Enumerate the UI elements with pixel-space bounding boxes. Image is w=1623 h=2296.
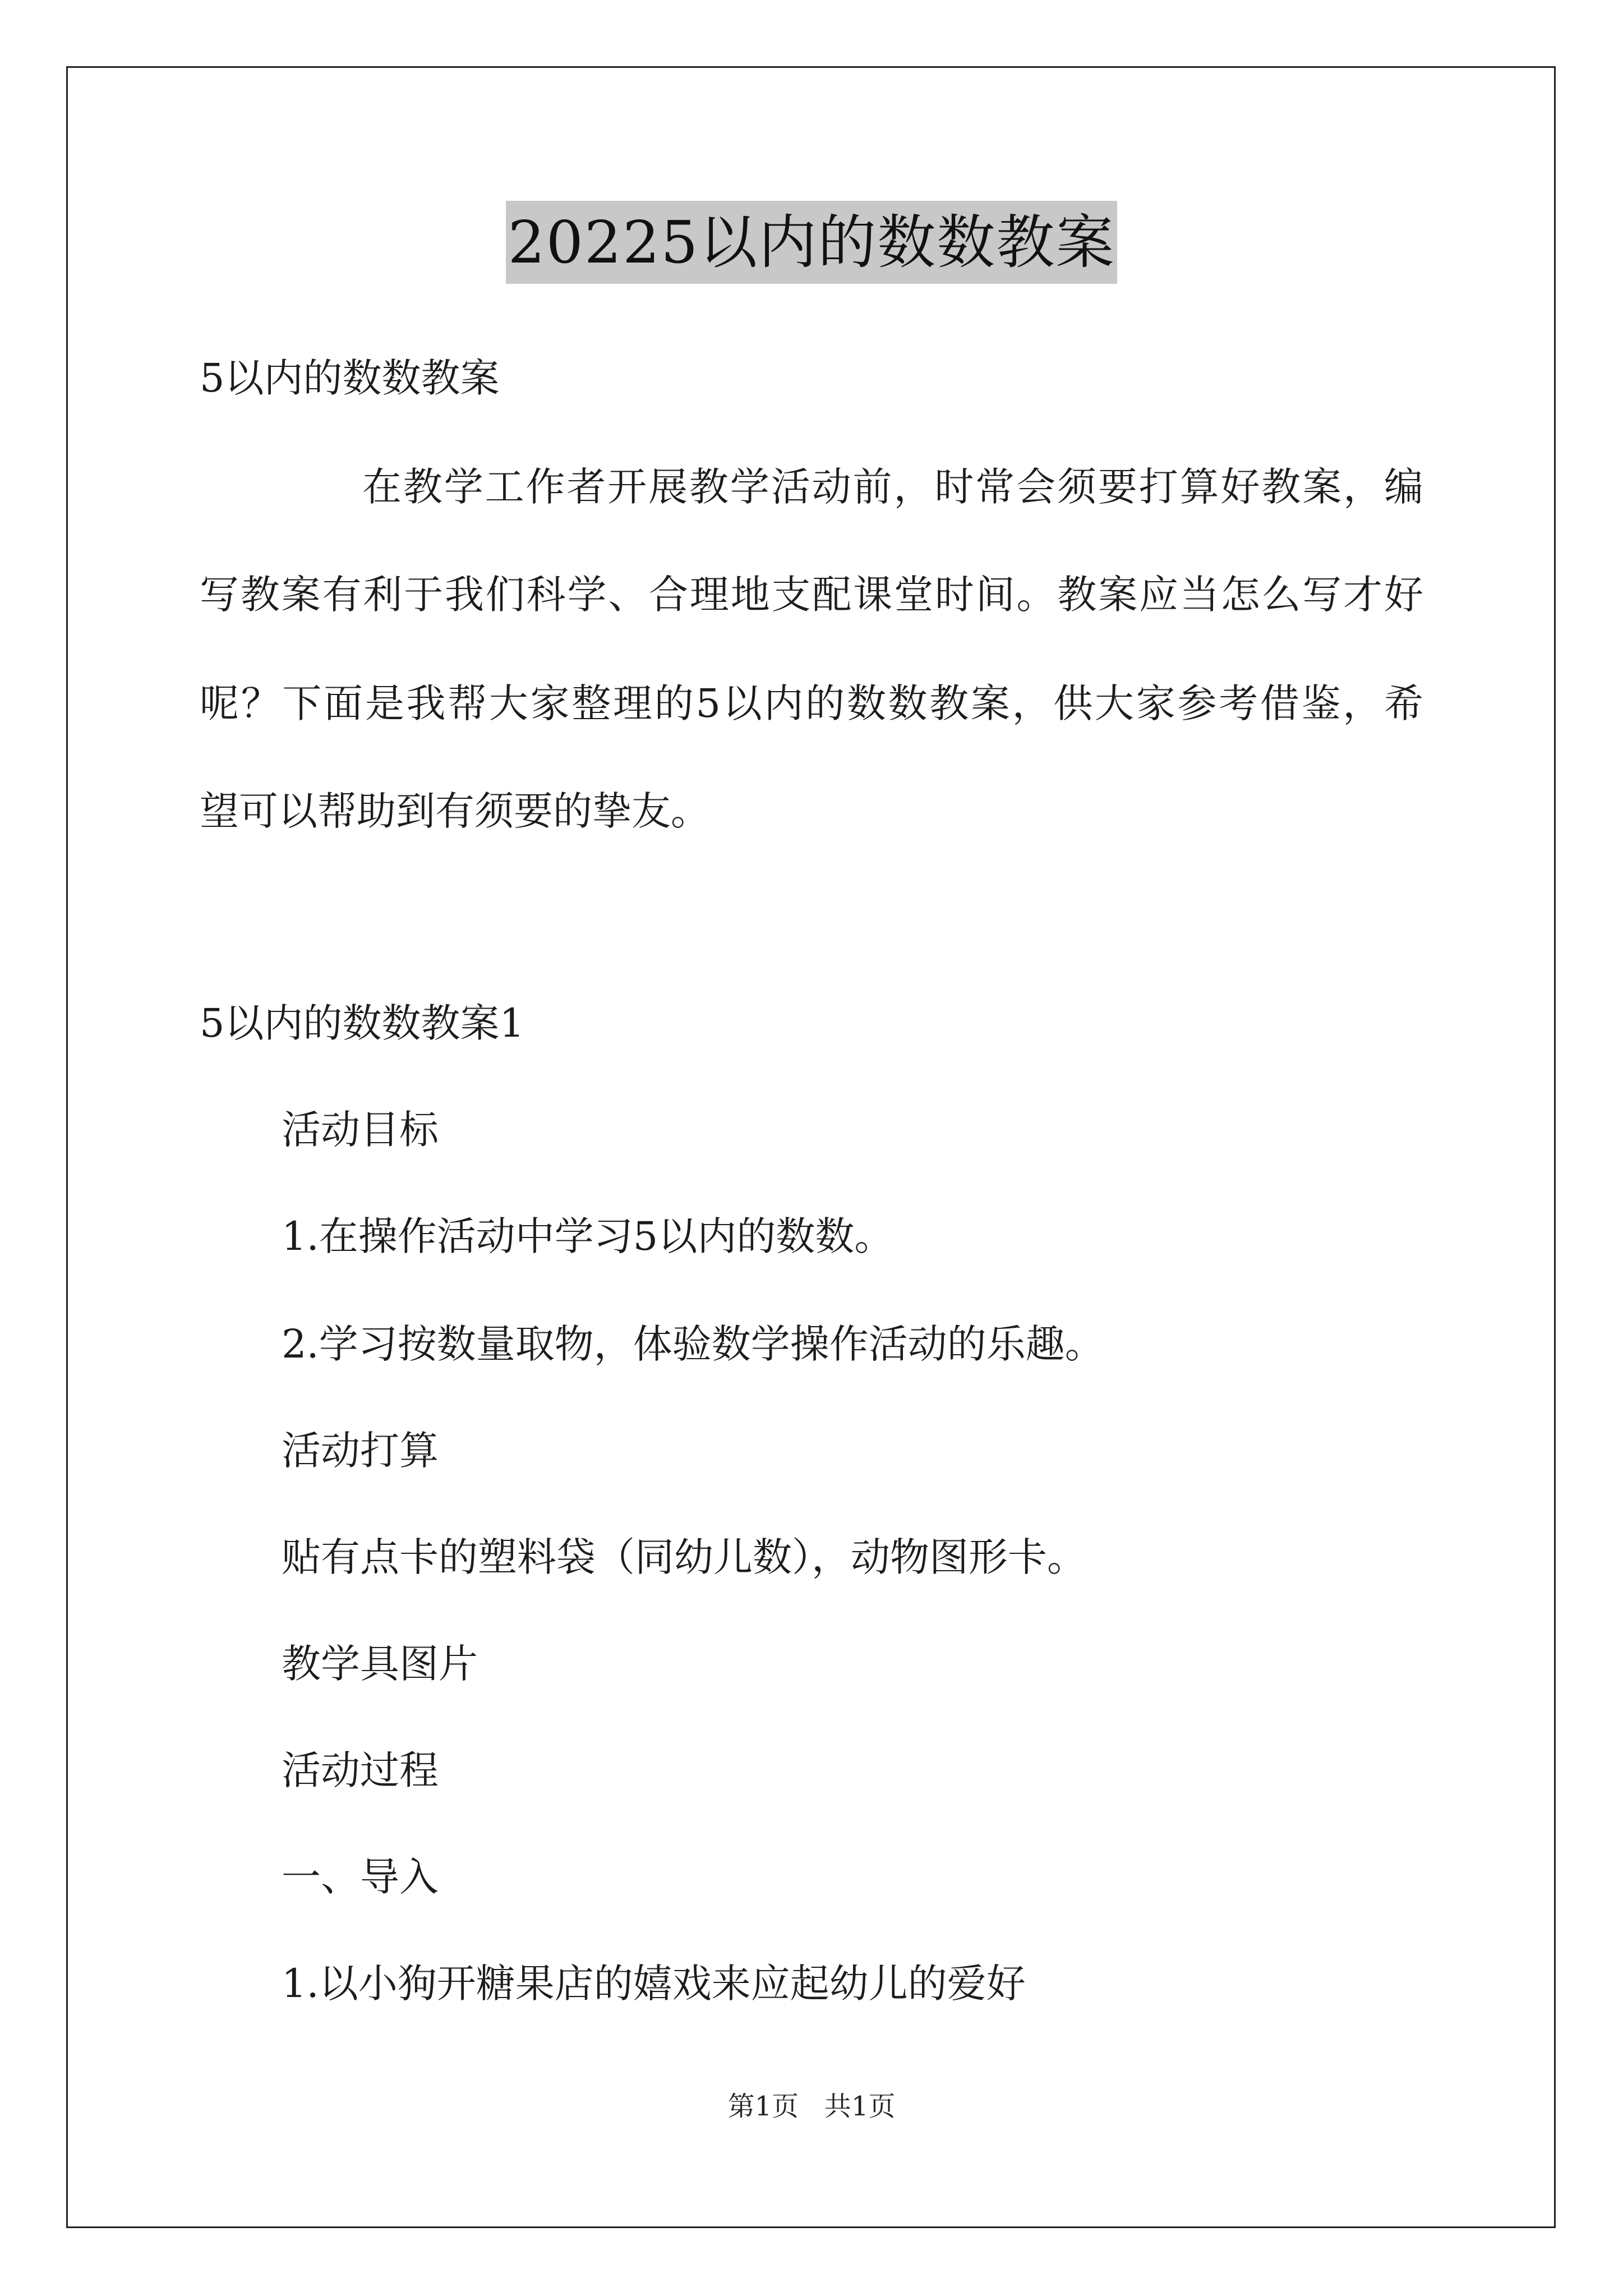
- body-line-prep-materials: 贴有点卡的塑料袋（同幼儿数），动物图形卡。: [282, 1534, 1086, 1580]
- body-line-activity-prep: 活动打算: [282, 1428, 439, 1474]
- intro-line-4: 望可以帮助到有须要的挚友。: [200, 788, 710, 834]
- body-line-activity-process: 活动过程: [282, 1747, 439, 1793]
- intro-line-3: 呢？下面是我帮大家整理的5以内的数数教案，供大家参考借鉴，希: [200, 680, 1423, 726]
- document-subtitle: 5以内的数数教案: [200, 355, 500, 401]
- page-footer: 第1页 共1页: [727, 2091, 896, 2122]
- title-container: [0, 201, 1623, 284]
- body-line-teaching-aids: 教学具图片: [282, 1641, 478, 1687]
- intro-line-2: 写教案有利于我们科学、合理地支配课堂时间。教案应当怎么写才好: [200, 572, 1423, 618]
- section-heading: 5以内的数数教案1: [200, 1000, 525, 1046]
- body-line-intro-step: 一、导入: [282, 1854, 439, 1900]
- body-line-activity-goal: 活动目标: [282, 1107, 439, 1153]
- body-line-goal-2: 2.学习按数量取物，体验数学操作活动的乐趣。: [282, 1321, 1104, 1367]
- document-title: 20225以内的数数教案: [506, 201, 1118, 284]
- intro-line-1: 在教学工作者开展教学活动前，时常会须要打算好教案，编: [362, 464, 1423, 510]
- body-line-step-1: 1.以小狗开糖果店的嬉戏来应起幼儿的爱好: [282, 1961, 1026, 2007]
- body-line-goal-1: 1.在操作活动中学习5以内的数数。: [282, 1213, 894, 1259]
